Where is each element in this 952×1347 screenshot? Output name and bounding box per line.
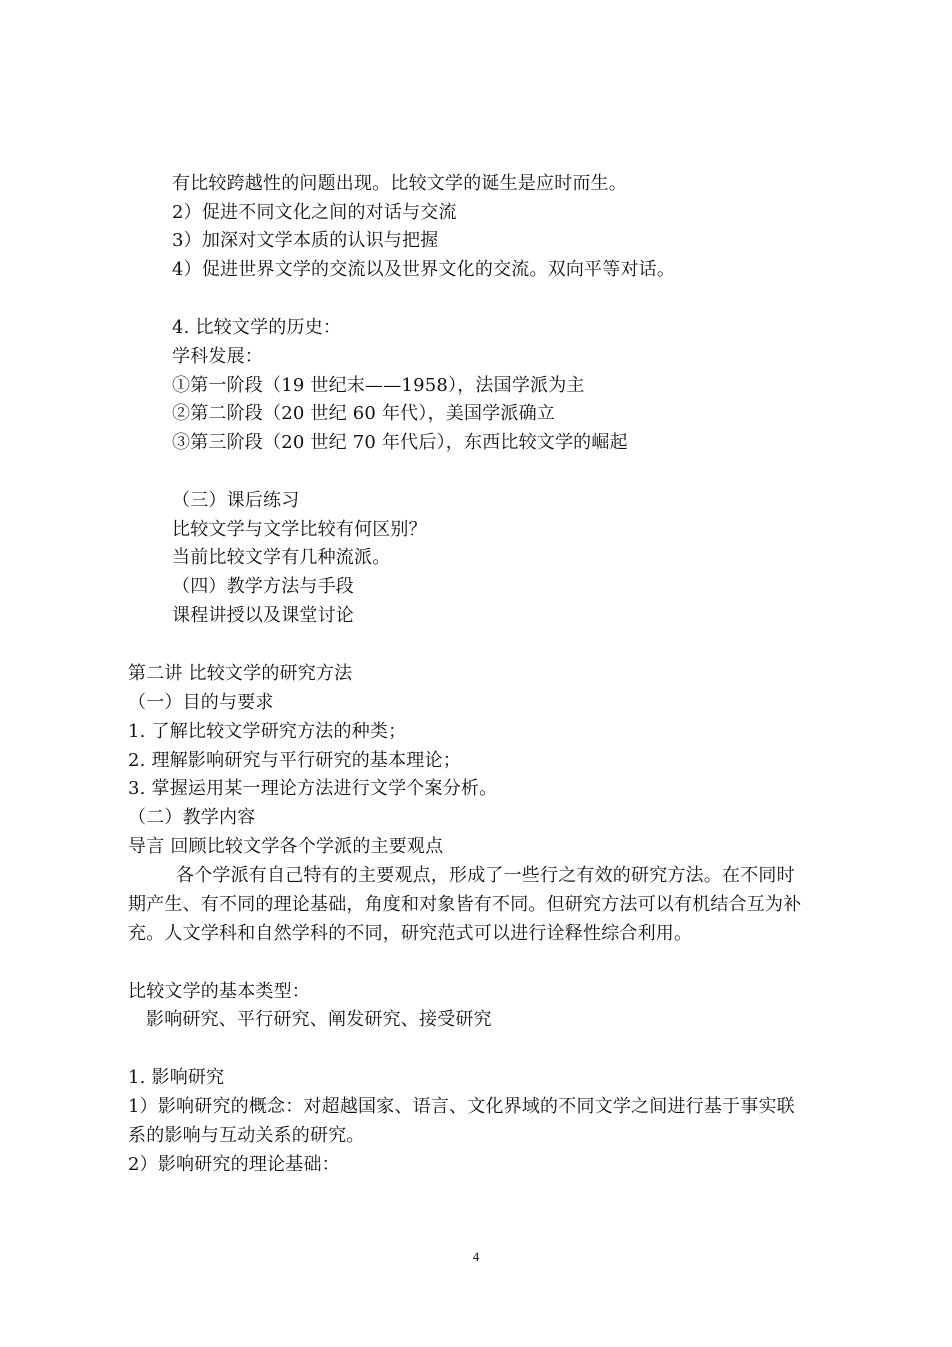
paragraph-line: 1）影响研究的概念：对超越国家、语言、文化界域的不同文学之间进行基于事实联: [128, 1096, 795, 1117]
list-item: 当前比较文学有几种流派。: [172, 547, 391, 568]
section-heading: （四）教学方法与手段: [172, 576, 354, 597]
list-item: ②第二阶段（20 世纪 60 年代），美国学派确立: [172, 403, 555, 424]
lecture-title: 第二讲 比较文学的研究方法: [128, 663, 353, 684]
text-line: 3）加深对文学本质的认识与把握: [172, 230, 439, 251]
paragraph-line: 期产生、有不同的理论基础，角度和对象皆有不同。但研究方法可以有机结合互为补: [128, 894, 802, 915]
text-line: 导言 回顾比较文学各个学派的主要观点: [128, 836, 444, 857]
text-line: 2）影响研究的理论基础：: [128, 1154, 340, 1175]
list-item: 3. 掌握运用某一理论方法进行文学个案分析。: [128, 778, 498, 799]
paragraph-line: 系的影响与互动关系的研究。: [128, 1125, 365, 1146]
section-heading: 比较文学的基本类型：: [128, 981, 310, 1002]
text-line: 课程讲授以及课堂讨论: [172, 605, 354, 626]
paragraph-line: 各个学派有自己特有的主要观点，形成了一些行之有效的研究方法。在不同时: [176, 865, 795, 886]
section-heading: 1. 影响研究: [128, 1067, 225, 1088]
list-item: 比较文学与文学比较有何区别？: [172, 519, 427, 540]
text-line: 4）促进世界文学的交流以及世界文化的交流。双向平等对话。: [172, 259, 676, 280]
section-heading: 4. 比较文学的历史：: [172, 317, 342, 338]
list-item: 2. 理解影响研究与平行研究的基本理论；: [128, 750, 461, 771]
paragraph-line: 充。人文学科和自然学科的不同，研究范式可以进行诠释性综合利用。: [128, 923, 693, 944]
text-line: 影响研究、平行研究、阐发研究、接受研究: [146, 1009, 492, 1030]
section-heading: （一）目的与要求: [128, 692, 274, 713]
list-item: ③第三阶段（20 世纪 70 年代后），东西比较文学的崛起: [172, 432, 628, 453]
list-item: ①第一阶段（19 世纪末——1958），法国学派为主: [172, 375, 585, 396]
text-line: 2）促进不同文化之间的对话与交流: [172, 202, 457, 223]
page-number: 4: [472, 1249, 480, 1264]
section-heading: （二）教学内容: [128, 807, 256, 828]
list-item: 1. 了解比较文学研究方法的种类；: [128, 721, 407, 742]
text-line: 学科发展：: [172, 346, 263, 367]
text-line: 有比较跨越性的问题出现。比较文学的诞生是应时而生。: [172, 173, 627, 194]
section-heading: （三）课后练习: [172, 490, 300, 511]
